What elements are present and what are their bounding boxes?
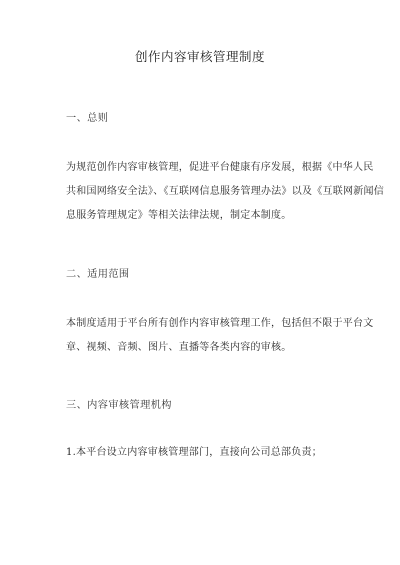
paragraph-line: 1.本平台设立内容审核管理部门，直接向公司总部负责； (66, 447, 323, 458)
section-paragraph-scope (66, 312, 374, 360)
paragraph-line: 本制度适用于平台所有创作内容审核管理工作，包括但不限于平台文 (66, 318, 374, 329)
section-paragraph-organization (66, 441, 348, 465)
paragraph-line: 为规范创作内容审核管理，促进平台健康有序发展，根据《中华人民 (66, 162, 374, 173)
section-heading-scope: 二、适用范围 (66, 269, 130, 280)
document-title: 创作内容审核管理制度 (134, 49, 265, 64)
paragraph-line: 息服务管理规定》等相关法律法规，制定本制度。 (66, 210, 292, 221)
section-paragraph-general (66, 156, 384, 228)
paragraph-line: 共和国网络安全法》、《互联网信息服务管理办法》以及《互联网新闻信 (66, 186, 384, 197)
section-heading-general: 一、总则 (66, 113, 109, 124)
section-heading-organization: 三、内容审核管理机构 (66, 400, 172, 411)
paragraph-line: 章、视频、音频、图片、直播等各类内容的审核。 (66, 342, 292, 353)
